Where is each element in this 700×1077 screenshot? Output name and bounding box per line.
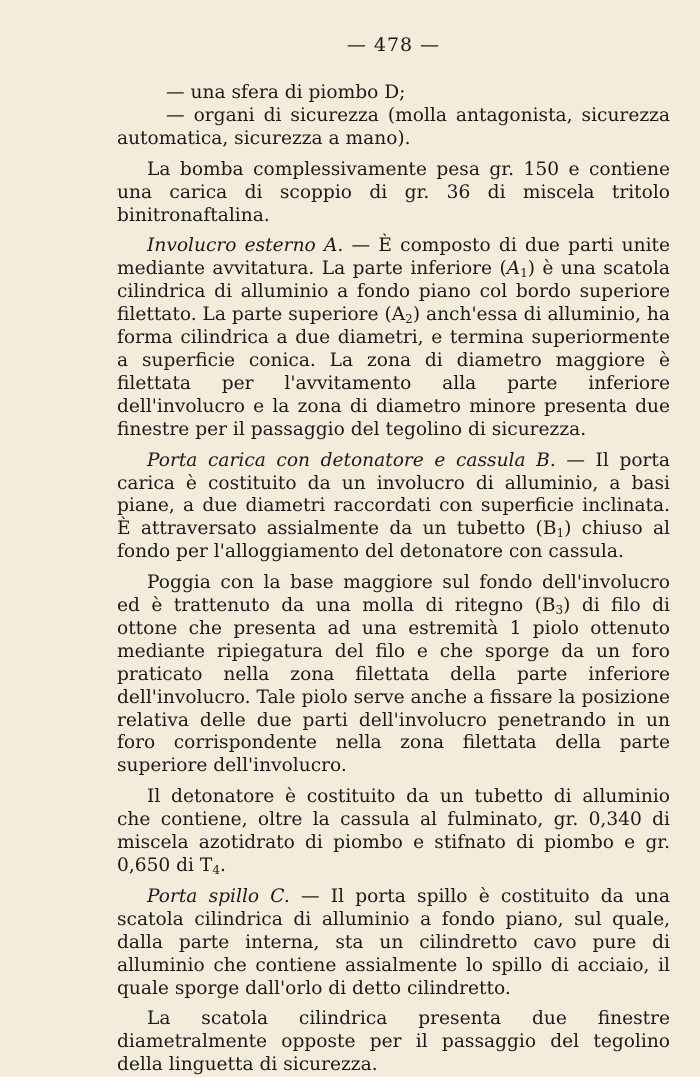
outer-casing-text-1: — È composto di due parti unite mediante avvitatura. La parte inferiore (	[117, 235, 670, 280]
retaining-spring-text-1: Poggia con la base maggiore sul fondo dell'involucro ed è trattenuto da una molla di ritegno (B	[117, 572, 670, 617]
retaining-spring-subscript: 3	[555, 603, 564, 618]
charge-holder-text-1: — Il porta carica è costituito da un involucro di alluminio, a basi piane, a due diametri raccordati con superficie inclinata. È attraversato assialmente da un tubetto (B	[117, 449, 670, 540]
section-heading-firing-pin-holder: Porta spillo C.	[147, 885, 290, 907]
outer-casing-text-3: ) anch'essa di alluminio, ha forma cilindrica a due diametri, e termina superiormente a superficie conica. La zona di diametro maggiore è filettata per l'avvitamento alla parte inferiore dell'involucro e la zona di diametro minore presenta due finestre per il passaggio del tegolino di sicurezza.	[117, 304, 670, 440]
paragraph-weight: La bomba complessivamente pesa gr. 150 e contiene una carica di scoppio di gr. 36 di miscela tritolo binitronaftalina.	[117, 158, 670, 226]
paragraph-windows: La scatola cilindrica presenta due finestre diametralmente opposte per il passaggio del tegolino della linguetta di sicurezza.	[117, 1008, 670, 1076]
detonator-text-2: .	[219, 855, 226, 876]
charge-holder-text-2: ) chiuso al fondo per l'alloggiamento del detonatore con cassula.	[117, 518, 671, 563]
charge-holder-subscript: 1	[556, 526, 565, 541]
page-number: — 478 —	[346, 34, 441, 56]
paragraph-firing-pin-holder	[117, 886, 670, 1001]
list-item-sphere: — una sfera di piombo D;	[166, 82, 406, 103]
outer-casing-subscript-1: 1	[520, 266, 528, 281]
detonator-text-1: Il detonatore è costituito da un tubetto di alluminio che contiene, oltre la cassula al fulminato, gr. 0,340 di miscela azotidrato di piombo e stifnato di piombo e gr. 0,650 di T	[117, 786, 670, 876]
retaining-spring-text-2: ) di filo di ottone che presenta ad una estremità 1 piolo ottenuto mediante ripiegatura del filo e che sporge da un foro praticato nella zona filettata della parte inferiore dell'involucro. Tale piolo serve anche a fissare la posizione relativa delle due parti dell'involucro penetrando in un foro corrispondente nella zona filettata della parte superiore dell'involucro.	[117, 595, 671, 777]
paragraph-detonator	[117, 786, 670, 878]
outer-casing-symbol-a: A	[506, 258, 521, 280]
paragraph-retaining-spring	[117, 572, 670, 778]
detonator-subscript: 4	[212, 863, 220, 877]
paragraph-outer-casing	[117, 235, 670, 441]
section-heading-outer-casing: Involucro esterno A.	[147, 235, 344, 257]
outer-casing-subscript-2: 2	[405, 312, 413, 327]
section-heading-charge-holder: Porta carica con detonatore e cassula B.	[147, 449, 556, 471]
outer-casing-text-2: ) è una scatola cilindrica di alluminio a fondo piano col bordo superiore filettato. La parte superiore (A	[117, 258, 670, 326]
paragraph-charge-holder	[117, 450, 670, 565]
list-item-safety-devices: — organi di sicurezza (molla antagonista, sicurezza automatica, sicurezza a mano).	[117, 104, 670, 149]
body-text	[117, 82, 670, 1077]
firing-pin-holder-text: — Il porta spillo è costituito da una scatola cilindrica di alluminio a fondo piano, sul quale, dalla parte interna, sta un cilindretto cavo pure di alluminio che contiene assialmente lo spillo di acciaio, il quale sporge dall'orlo di detto cilindretto.	[117, 885, 670, 999]
